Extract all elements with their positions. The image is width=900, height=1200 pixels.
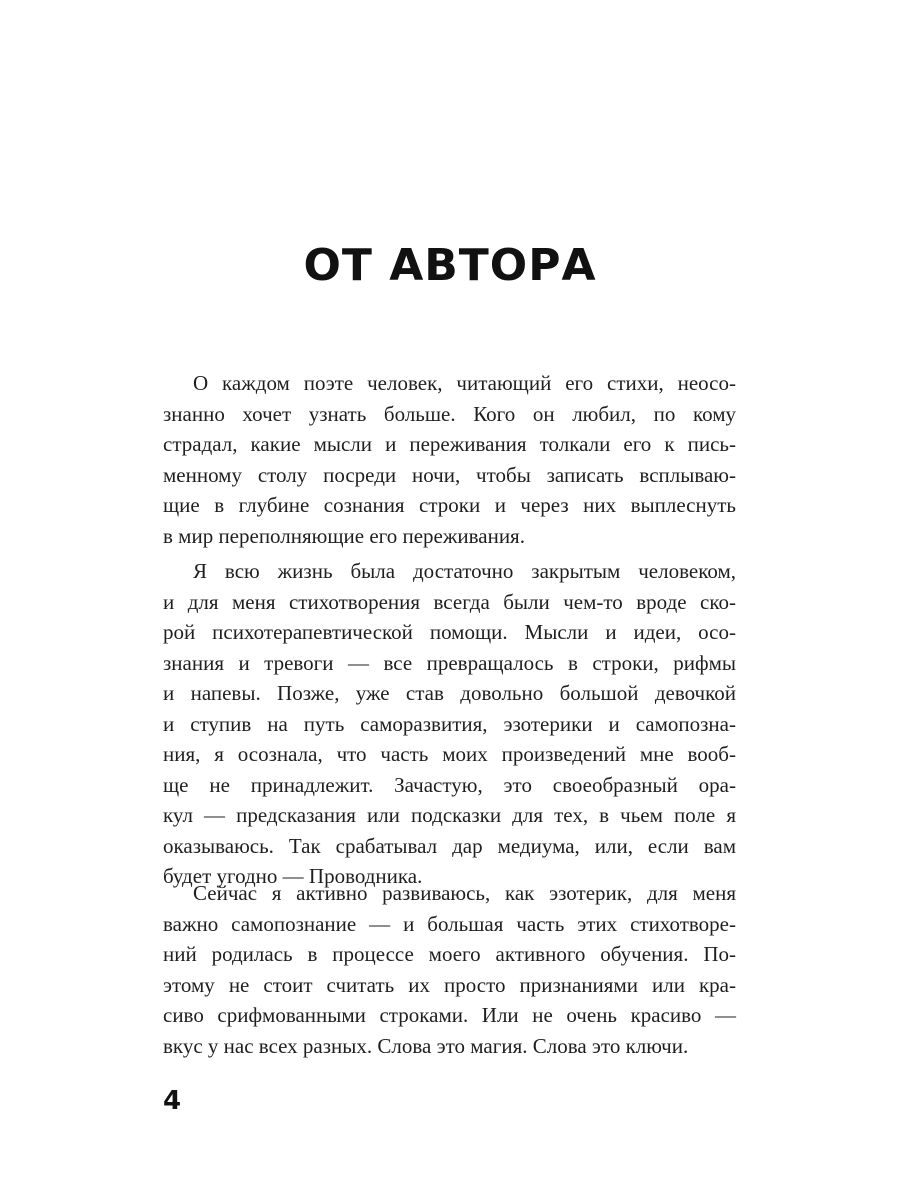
paragraph-line: сиво срифмованными строками. Или не очень красиво — [163, 1003, 736, 1027]
paragraph-line: и для меня стихотворения всегда были чем-то вроде ско- [163, 589, 736, 614]
paragraph-1 [163, 368, 736, 551]
paragraph-2 [163, 556, 736, 892]
paragraph-line: знанно хочет узнать больше. Кого он любил, по кому [163, 401, 736, 426]
paragraph-line: вкус у нас всех разных. Слова это магия. Слова это ключи. [163, 1033, 689, 1058]
paragraph-line: и напевы. Позже, уже став довольно большой девочкой [163, 681, 736, 705]
paragraph-line: будет угодно — Проводника. [163, 864, 423, 888]
paragraph-line: знания и тревоги — все превращалось в строки, рифмы [163, 650, 736, 675]
paragraph-line: и ступив на путь саморазвития, эзотерики и самопозна- [163, 711, 736, 736]
page-title: ОТ АВТОРА [303, 240, 597, 291]
paragraph-line: в мир переполняющие его переживания. [163, 523, 525, 548]
paragraph-line: рой психотерапевтической помощи. Мысли и идеи, осо- [163, 620, 736, 644]
paragraph-line: ще не принадлежит. Зачастую, это своеобразный ора- [163, 772, 736, 797]
paragraph-3 [163, 878, 736, 1061]
paragraph-line: ний родилась в процессе моего активного обучения. По- [163, 942, 736, 966]
paragraph-line: менному столу посреди ночи, чтобы записать всплываю- [163, 462, 736, 487]
paragraph-line: ния, я осознала, что часть моих произведений мне вооб- [163, 742, 736, 766]
paragraph-line: О каждом поэте человек, читающий его стихи, неосо- [193, 371, 736, 395]
paragraph-line: важно самопознание — и большая часть этих стихотворе- [163, 911, 736, 936]
paragraph-line: Сейчас я активно развиваюсь, как эзотерик, для меня [193, 881, 736, 905]
paragraph-line: страдал, какие мысли и переживания толкали его к пись- [163, 432, 736, 456]
paragraph-line: оказываюсь. Так срабатывал дар медиума, или, если вам [163, 833, 736, 858]
paragraph-line: этому не стоит считать их просто признаниями или кра- [163, 972, 736, 997]
paragraph-line: кул — предсказания или подсказки для тех, в чьем поле я [163, 803, 736, 827]
paragraph-line: щие в глубине сознания строки и через них выплеснуть [163, 493, 736, 517]
page-number: 4 [163, 1086, 182, 1116]
paragraph-line: Я всю жизнь была достаточно закрытым человеком, [193, 559, 736, 583]
